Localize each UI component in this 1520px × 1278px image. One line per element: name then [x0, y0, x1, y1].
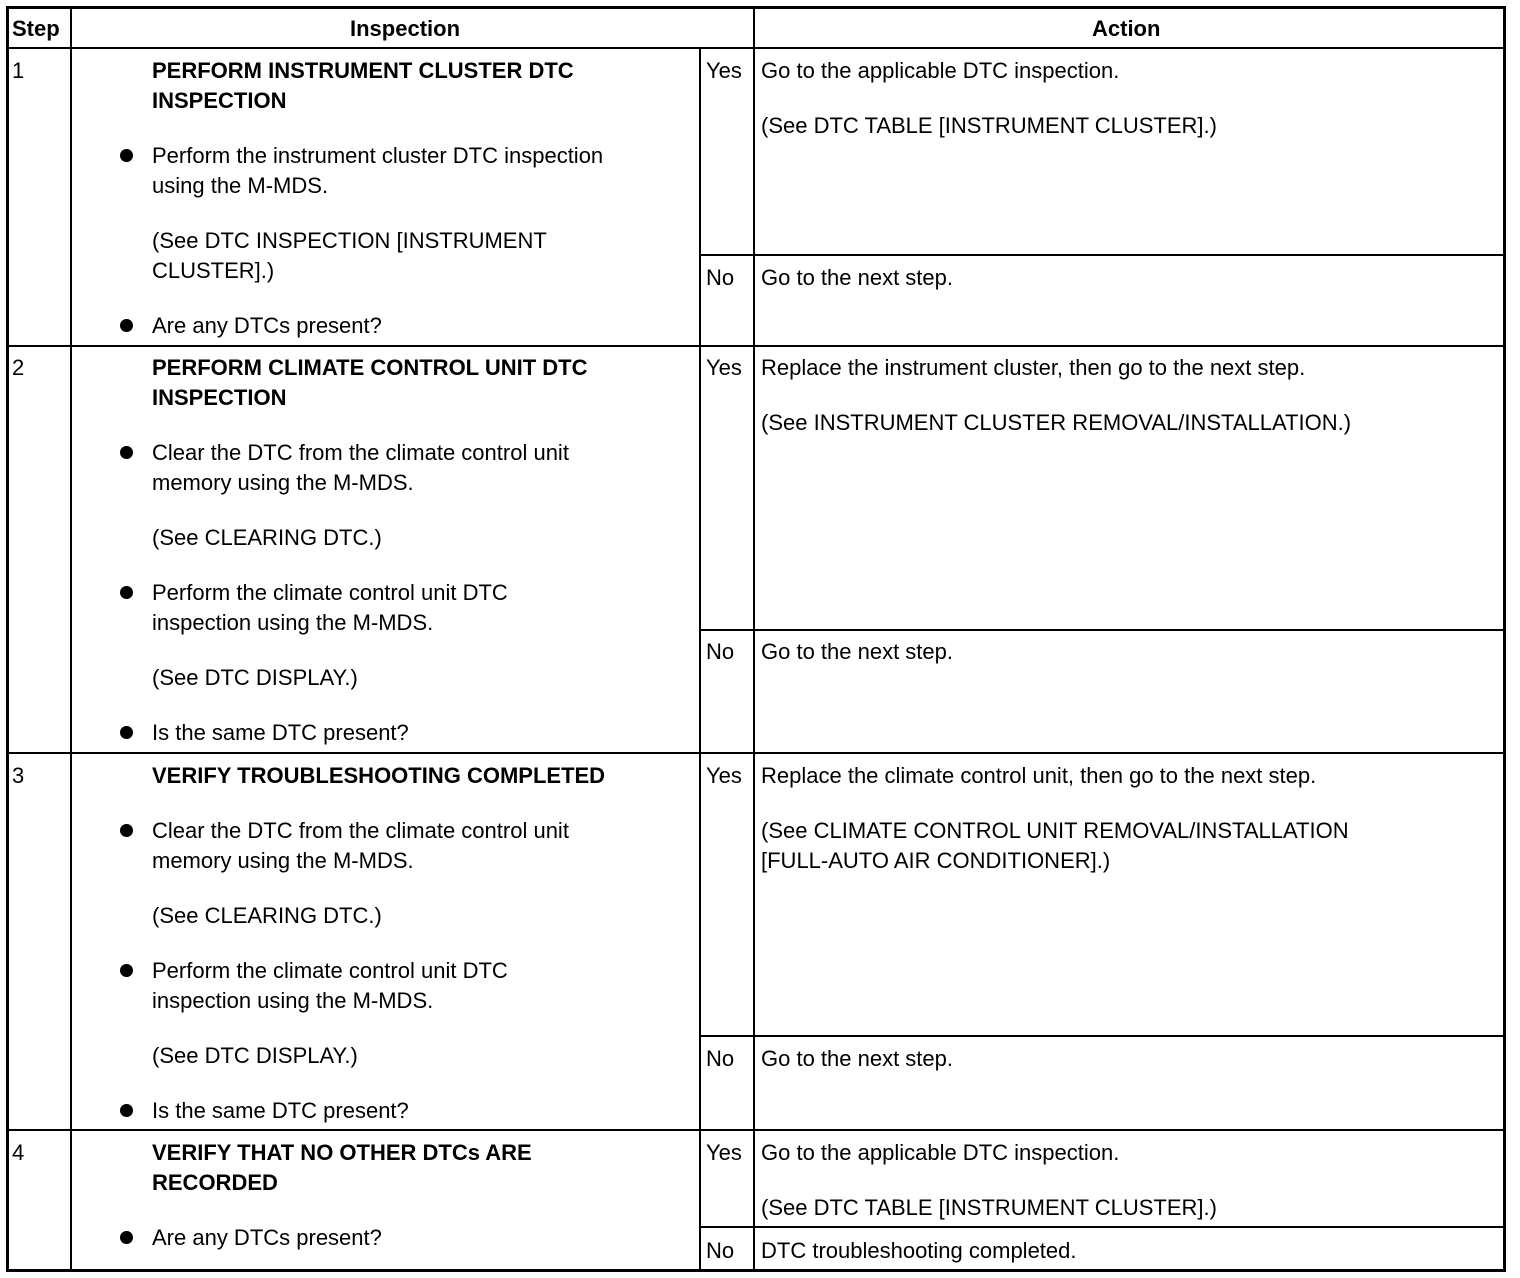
step-number: 1	[12, 58, 25, 83]
bullet-icon	[120, 446, 133, 459]
action-text: Replace the instrument cluster, then go to the next step.	[761, 355, 1306, 380]
inspection-text: inspection using the M-MDS.	[152, 610, 434, 635]
reference-text: (See CLEARING DTC.)	[152, 525, 382, 550]
inspection-text: Clear the DTC from the climate control unit	[152, 440, 569, 465]
inspection-question: Are any DTCs present?	[152, 1225, 382, 1250]
reference-text: (See DTC DISPLAY.)	[152, 1043, 358, 1068]
bullet-icon	[120, 824, 133, 837]
action-reference: (See CLIMATE CONTROL UNIT REMOVAL/INSTALLATION	[761, 818, 1349, 843]
no-label: No	[706, 265, 735, 290]
action-text: Go to the next step.	[761, 639, 954, 664]
step-title: INSPECTION	[152, 385, 287, 410]
yes-no-divider	[700, 1035, 1504, 1037]
reference-text: (See DTC INSPECTION [INSTRUMENT	[152, 228, 547, 253]
header-action: Action	[1092, 16, 1161, 41]
yes-no-divider	[700, 1226, 1504, 1228]
header-row-divider	[8, 47, 1504, 49]
inspection-question: Is the same DTC present?	[152, 720, 409, 745]
action-reference: (See DTC TABLE [INSTRUMENT CLUSTER].)	[761, 113, 1217, 138]
action-text: Go to the next step.	[761, 265, 954, 290]
inspection-text: Perform the climate control unit DTC	[152, 580, 508, 605]
step-divider	[8, 1129, 1504, 1131]
inspection-text: memory using the M-MDS.	[152, 848, 414, 873]
step-title: INSPECTION	[152, 88, 287, 113]
yes-label: Yes	[706, 1140, 742, 1165]
action-reference: (See INSTRUMENT CLUSTER REMOVAL/INSTALLATION.)	[761, 410, 1352, 435]
bullet-icon	[120, 586, 133, 599]
no-label: No	[706, 1238, 735, 1263]
no-label: No	[706, 1046, 735, 1071]
inspection-text: using the M-MDS.	[152, 173, 329, 198]
reference-text: (See CLEARING DTC.)	[152, 903, 382, 928]
step-number: 4	[12, 1140, 25, 1165]
inspection-text: Perform the instrument cluster DTC inspection	[152, 143, 604, 168]
inspection-question: Are any DTCs present?	[152, 313, 382, 338]
inspection-text: Perform the climate control unit DTC	[152, 958, 508, 983]
action-text: Replace the climate control unit, then go to the next step.	[761, 763, 1317, 788]
step-title: VERIFY TROUBLESHOOTING COMPLETED	[152, 763, 606, 788]
action-reference: [FULL-AUTO AIR CONDITIONER].)	[761, 848, 1111, 873]
step-divider	[8, 752, 1504, 754]
inspection-text: memory using the M-MDS.	[152, 470, 414, 495]
step-title: VERIFY THAT NO OTHER DTCs ARE	[152, 1140, 532, 1165]
yes-label: Yes	[706, 763, 742, 788]
reference-text: CLUSTER].)	[152, 258, 275, 283]
inspection-text: inspection using the M-MDS.	[152, 988, 434, 1013]
reference-text: (See DTC DISPLAY.)	[152, 665, 358, 690]
bullet-icon	[120, 726, 133, 739]
yes-label: Yes	[706, 58, 742, 83]
bullet-icon	[120, 149, 133, 162]
action-text: Go to the applicable DTC inspection.	[761, 1140, 1120, 1165]
inspection-question: Is the same DTC present?	[152, 1098, 409, 1123]
header-inspection: Inspection	[350, 16, 461, 41]
bullet-icon	[120, 1104, 133, 1117]
answer-column-divider	[699, 47, 701, 1270]
no-label: No	[706, 639, 735, 664]
step-divider	[8, 345, 1504, 347]
yes-label: Yes	[706, 355, 742, 380]
yes-no-divider	[700, 254, 1504, 256]
step-title: PERFORM CLIMATE CONTROL UNIT DTC	[152, 355, 588, 380]
step-title: PERFORM INSTRUMENT CLUSTER DTC	[152, 58, 574, 83]
action-text: DTC troubleshooting completed.	[761, 1238, 1077, 1263]
step-column-divider	[70, 8, 72, 1270]
step-number: 2	[12, 355, 25, 380]
inspection-text: Clear the DTC from the climate control unit	[152, 818, 569, 843]
bullet-icon	[120, 964, 133, 977]
bullet-icon	[120, 1231, 133, 1244]
action-text: Go to the applicable DTC inspection.	[761, 58, 1120, 83]
header-step: Step	[12, 16, 60, 41]
yes-no-divider	[700, 629, 1504, 631]
action-text: Go to the next step.	[761, 1046, 954, 1071]
bullet-icon	[120, 319, 133, 332]
action-reference: (See DTC TABLE [INSTRUMENT CLUSTER].)	[761, 1195, 1217, 1220]
step-number: 3	[12, 763, 25, 788]
step-title: RECORDED	[152, 1170, 278, 1195]
action-column-divider	[753, 8, 755, 1270]
